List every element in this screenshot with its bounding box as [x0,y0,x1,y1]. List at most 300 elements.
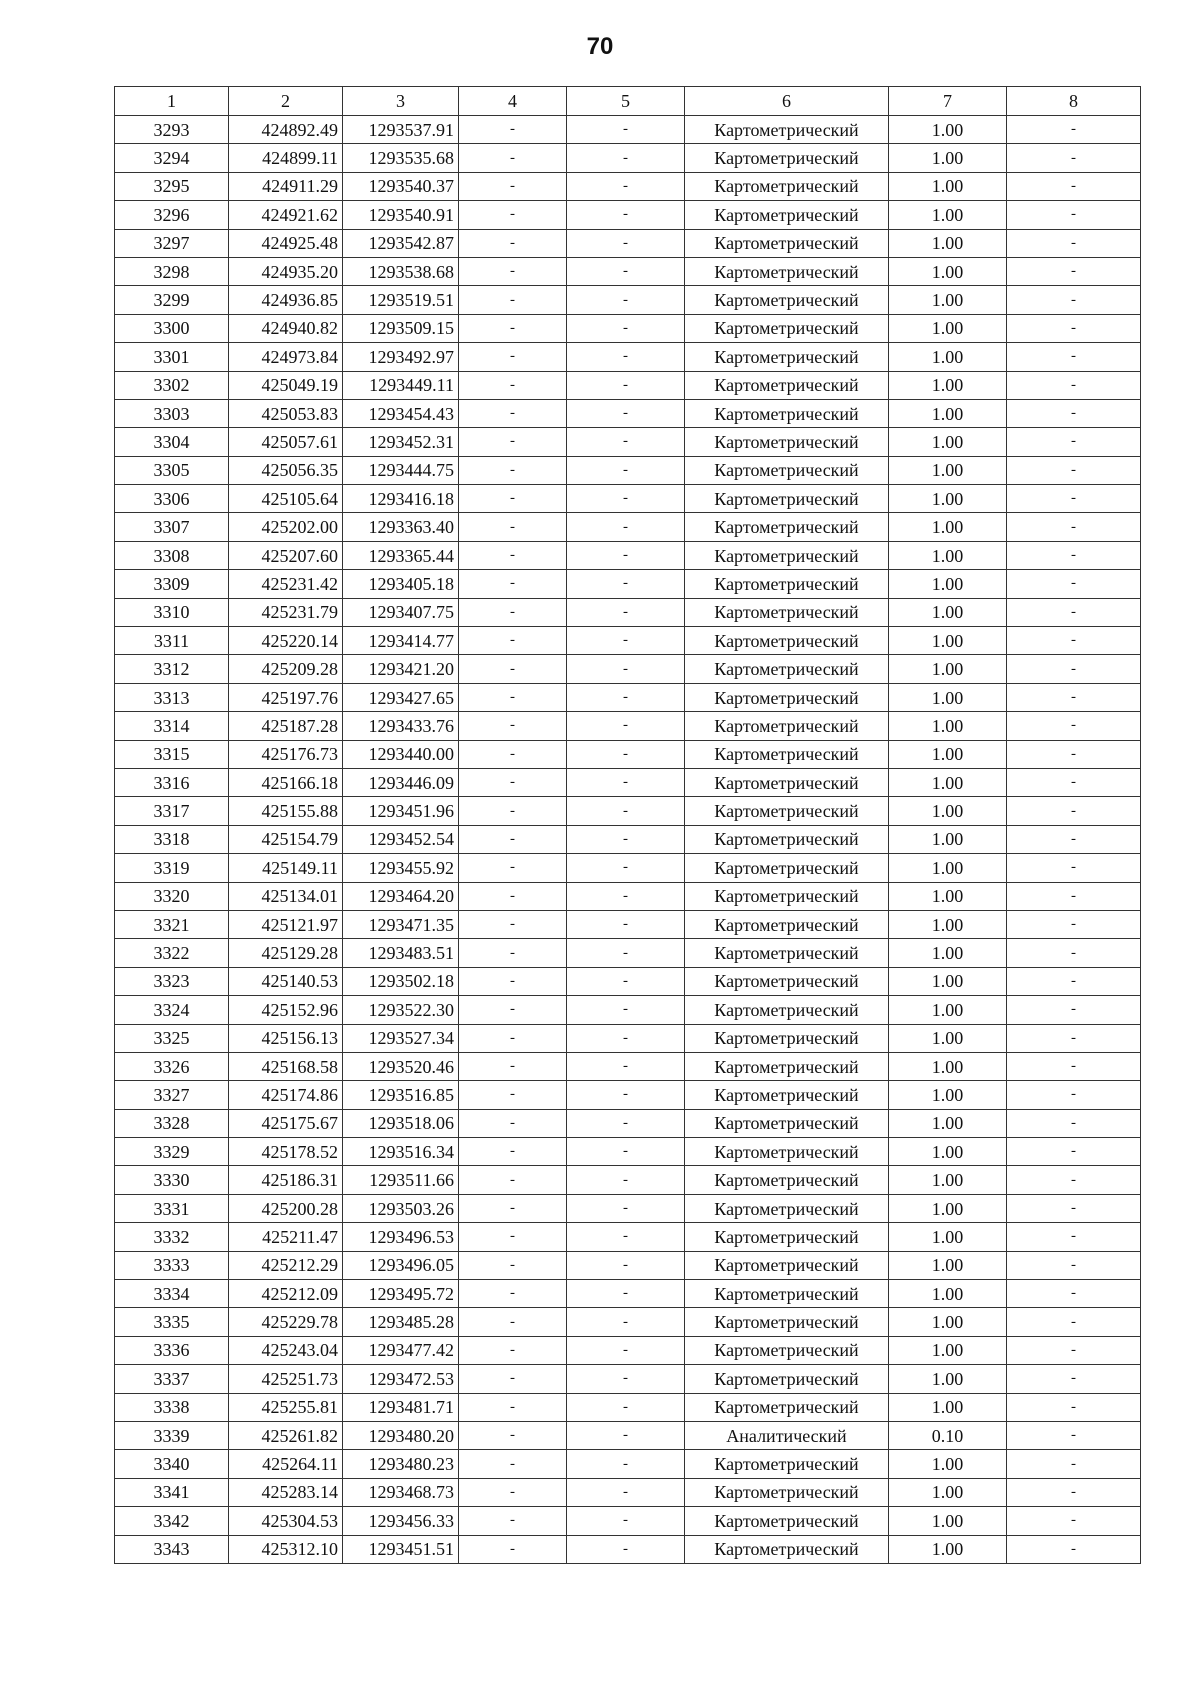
point-number-cell: 3293 [115,116,229,144]
method-cell: Картометрический [685,825,889,853]
x-coordinate-cell: 425140.53 [229,967,343,995]
x-coordinate-cell: 425187.28 [229,712,343,740]
method-cell: Картометрический [685,428,889,456]
precision-cell: 1.00 [889,627,1007,655]
point-number-cell: 3334 [115,1280,229,1308]
point-number-cell: 3329 [115,1138,229,1166]
point-number-cell: 3338 [115,1393,229,1421]
point-number-cell: 3318 [115,825,229,853]
col8-cell: - [1007,683,1141,711]
col4-cell: - [459,1280,567,1308]
precision-cell: 1.00 [889,1109,1007,1137]
col4-cell: - [459,1166,567,1194]
col4-cell: - [459,513,567,541]
precision-cell: 1.00 [889,1052,1007,1080]
col8-cell: - [1007,1421,1141,1449]
table-row [115,1166,1141,1194]
precision-cell: 1.00 [889,967,1007,995]
x-coordinate-cell: 425166.18 [229,768,343,796]
precision-cell: 1.00 [889,1365,1007,1393]
col4-cell: - [459,1024,567,1052]
header-col-x: 2 [229,87,343,116]
point-number-cell: 3314 [115,712,229,740]
y-coordinate-cell: 1293492.97 [343,343,459,371]
x-coordinate-cell: 425229.78 [229,1308,343,1336]
x-coordinate-cell: 425197.76 [229,683,343,711]
precision-cell: 1.00 [889,598,1007,626]
x-coordinate-cell: 425207.60 [229,541,343,569]
x-coordinate-cell: 425264.11 [229,1450,343,1478]
col4-cell: - [459,854,567,882]
table-row [115,1138,1141,1166]
point-number-cell: 3340 [115,1450,229,1478]
method-cell: Картометрический [685,655,889,683]
table-row [115,683,1141,711]
point-number-cell: 3327 [115,1081,229,1109]
precision-cell: 1.00 [889,144,1007,172]
col5-cell: - [567,541,685,569]
col4-cell: - [459,1535,567,1563]
x-coordinate-cell: 425212.09 [229,1280,343,1308]
table-row [115,939,1141,967]
y-coordinate-cell: 1293481.71 [343,1393,459,1421]
x-coordinate-cell: 425186.31 [229,1166,343,1194]
col5-cell: - [567,116,685,144]
method-cell: Картометрический [685,1336,889,1364]
col5-cell: - [567,996,685,1024]
precision-cell: 1.00 [889,797,1007,825]
method-cell: Аналитический [685,1421,889,1449]
y-coordinate-cell: 1293451.51 [343,1535,459,1563]
point-number-cell: 3316 [115,768,229,796]
method-cell: Картометрический [685,456,889,484]
x-coordinate-cell: 425154.79 [229,825,343,853]
table-row [115,144,1141,172]
precision-cell: 1.00 [889,485,1007,513]
x-coordinate-cell: 425255.81 [229,1393,343,1421]
col8-cell: - [1007,740,1141,768]
col8-cell: - [1007,513,1141,541]
col4-cell: - [459,229,567,257]
method-cell: Картометрический [685,683,889,711]
y-coordinate-cell: 1293440.00 [343,740,459,768]
y-coordinate-cell: 1293456.33 [343,1507,459,1535]
col4-cell: - [459,1393,567,1421]
col4-cell: - [459,371,567,399]
col8-cell: - [1007,229,1141,257]
table-row [115,882,1141,910]
col4-cell: - [459,797,567,825]
method-cell: Картометрический [685,144,889,172]
col8-cell: - [1007,1081,1141,1109]
point-number-cell: 3312 [115,655,229,683]
col5-cell: - [567,485,685,513]
col4-cell: - [459,144,567,172]
col5-cell: - [567,1109,685,1137]
col4-cell: - [459,1223,567,1251]
point-number-cell: 3308 [115,541,229,569]
col8-cell: - [1007,1223,1141,1251]
point-number-cell: 3339 [115,1421,229,1449]
table-row [115,257,1141,285]
col5-cell: - [567,1535,685,1563]
col8-cell: - [1007,967,1141,995]
table-body [115,87,1141,1564]
y-coordinate-cell: 1293518.06 [343,1109,459,1137]
table-row [115,627,1141,655]
table-row [115,1081,1141,1109]
x-coordinate-cell: 425121.97 [229,910,343,938]
col5-cell: - [567,399,685,427]
point-number-cell: 3332 [115,1223,229,1251]
col5-cell: - [567,1478,685,1506]
x-coordinate-cell: 425231.42 [229,570,343,598]
header-col-precision: 7 [889,87,1007,116]
col5-cell: - [567,570,685,598]
x-coordinate-cell: 425209.28 [229,655,343,683]
y-coordinate-cell: 1293509.15 [343,314,459,342]
col4-cell: - [459,314,567,342]
method-cell: Картометрический [685,1535,889,1563]
method-cell: Картометрический [685,1478,889,1506]
x-coordinate-cell: 425283.14 [229,1478,343,1506]
col4-cell: - [459,1081,567,1109]
col8-cell: - [1007,854,1141,882]
col8-cell: - [1007,598,1141,626]
precision-cell: 1.00 [889,740,1007,768]
col4-cell: - [459,1052,567,1080]
table-row [115,996,1141,1024]
x-coordinate-cell: 425105.64 [229,485,343,513]
precision-cell: 1.00 [889,825,1007,853]
col4-cell: - [459,825,567,853]
table-row [115,541,1141,569]
table-row [115,1365,1141,1393]
col5-cell: - [567,1280,685,1308]
table-row [115,967,1141,995]
method-cell: Картометрический [685,1251,889,1279]
y-coordinate-cell: 1293477.42 [343,1336,459,1364]
point-number-cell: 3310 [115,598,229,626]
col8-cell: - [1007,1166,1141,1194]
point-number-cell: 3304 [115,428,229,456]
col5-cell: - [567,1421,685,1449]
col8-cell: - [1007,541,1141,569]
method-cell: Картометрический [685,371,889,399]
col8-cell: - [1007,286,1141,314]
y-coordinate-cell: 1293495.72 [343,1280,459,1308]
col5-cell: - [567,172,685,200]
point-number-cell: 3333 [115,1251,229,1279]
y-coordinate-cell: 1293407.75 [343,598,459,626]
table-row [115,201,1141,229]
col8-cell: - [1007,116,1141,144]
col4-cell: - [459,541,567,569]
method-cell: Картометрический [685,939,889,967]
method-cell: Картометрический [685,485,889,513]
method-cell: Картометрический [685,1507,889,1535]
col5-cell: - [567,1393,685,1421]
table-row [115,1251,1141,1279]
y-coordinate-cell: 1293516.85 [343,1081,459,1109]
col4-cell: - [459,116,567,144]
precision-cell: 1.00 [889,1535,1007,1563]
precision-cell: 1.00 [889,1081,1007,1109]
y-coordinate-cell: 1293496.53 [343,1223,459,1251]
x-coordinate-cell: 425056.35 [229,456,343,484]
table-row [115,229,1141,257]
col5-cell: - [567,1194,685,1222]
method-cell: Картометрический [685,996,889,1024]
table-row [115,1393,1141,1421]
col5-cell: - [567,939,685,967]
col4-cell: - [459,286,567,314]
col5-cell: - [567,1138,685,1166]
col8-cell: - [1007,712,1141,740]
col4-cell: - [459,967,567,995]
point-number-cell: 3303 [115,399,229,427]
col5-cell: - [567,314,685,342]
precision-cell: 1.00 [889,570,1007,598]
col4-cell: - [459,1194,567,1222]
point-number-cell: 3336 [115,1336,229,1364]
table-row [115,740,1141,768]
method-cell: Картометрический [685,1109,889,1137]
precision-cell: 1.00 [889,1393,1007,1421]
x-coordinate-cell: 425174.86 [229,1081,343,1109]
y-coordinate-cell: 1293454.43 [343,399,459,427]
method-cell: Картометрический [685,570,889,598]
table-row [115,1478,1141,1506]
col4-cell: - [459,1109,567,1137]
x-coordinate-cell: 425312.10 [229,1535,343,1563]
col5-cell: - [567,910,685,938]
col4-cell: - [459,627,567,655]
col8-cell: - [1007,428,1141,456]
precision-cell: 1.00 [889,1223,1007,1251]
col8-cell: - [1007,1478,1141,1506]
method-cell: Картометрический [685,257,889,285]
col4-cell: - [459,1308,567,1336]
x-coordinate-cell: 425057.61 [229,428,343,456]
x-coordinate-cell: 425134.01 [229,882,343,910]
table-row [115,570,1141,598]
col4-cell: - [459,683,567,711]
col4-cell: - [459,570,567,598]
point-number-cell: 3324 [115,996,229,1024]
y-coordinate-cell: 1293480.20 [343,1421,459,1449]
x-coordinate-cell: 425220.14 [229,627,343,655]
col4-cell: - [459,996,567,1024]
y-coordinate-cell: 1293511.66 [343,1166,459,1194]
table-row [115,797,1141,825]
precision-cell: 1.00 [889,1024,1007,1052]
col4-cell: - [459,399,567,427]
method-cell: Картометрический [685,712,889,740]
precision-cell: 1.00 [889,1478,1007,1506]
col4-cell: - [459,1478,567,1506]
col4-cell: - [459,598,567,626]
precision-cell: 1.00 [889,399,1007,427]
x-coordinate-cell: 425251.73 [229,1365,343,1393]
col5-cell: - [567,1336,685,1364]
col5-cell: - [567,1024,685,1052]
x-coordinate-cell: 425176.73 [229,740,343,768]
x-coordinate-cell: 425168.58 [229,1052,343,1080]
point-number-cell: 3320 [115,882,229,910]
precision-cell: 1.00 [889,1251,1007,1279]
x-coordinate-cell: 425211.47 [229,1223,343,1251]
precision-cell: 1.00 [889,229,1007,257]
table-row [115,343,1141,371]
point-number-cell: 3301 [115,343,229,371]
y-coordinate-cell: 1293449.11 [343,371,459,399]
method-cell: Картометрический [685,797,889,825]
col8-cell: - [1007,1507,1141,1535]
table-row [115,371,1141,399]
col5-cell: - [567,768,685,796]
col4-cell: - [459,939,567,967]
method-cell: Картометрический [685,1365,889,1393]
point-number-cell: 3313 [115,683,229,711]
y-coordinate-cell: 1293542.87 [343,229,459,257]
table-row [115,1421,1141,1449]
precision-cell: 1.00 [889,882,1007,910]
precision-cell: 1.00 [889,1507,1007,1535]
col4-cell: - [459,1336,567,1364]
col5-cell: - [567,598,685,626]
col8-cell: - [1007,996,1141,1024]
y-coordinate-cell: 1293471.35 [343,910,459,938]
col4-cell: - [459,485,567,513]
col5-cell: - [567,854,685,882]
method-cell: Картометрический [685,768,889,796]
col5-cell: - [567,1450,685,1478]
y-coordinate-cell: 1293483.51 [343,939,459,967]
precision-cell: 1.00 [889,1138,1007,1166]
header-col-4: 4 [459,87,567,116]
col5-cell: - [567,257,685,285]
method-cell: Картометрический [685,1280,889,1308]
method-cell: Картометрический [685,882,889,910]
precision-cell: 1.00 [889,172,1007,200]
y-coordinate-cell: 1293464.20 [343,882,459,910]
table-row [115,712,1141,740]
precision-cell: 1.00 [889,910,1007,938]
point-number-cell: 3305 [115,456,229,484]
col5-cell: - [567,144,685,172]
point-number-cell: 3325 [115,1024,229,1052]
method-cell: Картометрический [685,598,889,626]
header-col-point-number: 1 [115,87,229,116]
table-row [115,513,1141,541]
point-number-cell: 3323 [115,967,229,995]
col5-cell: - [567,371,685,399]
method-cell: Картометрический [685,740,889,768]
y-coordinate-cell: 1293502.18 [343,967,459,995]
x-coordinate-cell: 425202.00 [229,513,343,541]
col8-cell: - [1007,1194,1141,1222]
x-coordinate-cell: 425261.82 [229,1421,343,1449]
col4-cell: - [459,712,567,740]
x-coordinate-cell: 425152.96 [229,996,343,1024]
col8-cell: - [1007,1280,1141,1308]
y-coordinate-cell: 1293405.18 [343,570,459,598]
table-row [115,1336,1141,1364]
method-cell: Картометрический [685,627,889,655]
precision-cell: 1.00 [889,854,1007,882]
col4-cell: - [459,456,567,484]
table-row [115,1308,1141,1336]
table-row [115,768,1141,796]
col5-cell: - [567,456,685,484]
col8-cell: - [1007,882,1141,910]
point-number-cell: 3299 [115,286,229,314]
col8-cell: - [1007,1138,1141,1166]
col5-cell: - [567,683,685,711]
method-cell: Картометрический [685,116,889,144]
col8-cell: - [1007,485,1141,513]
col5-cell: - [567,1507,685,1535]
method-cell: Картометрический [685,1450,889,1478]
precision-cell: 1.00 [889,314,1007,342]
point-number-cell: 3319 [115,854,229,882]
col5-cell: - [567,1251,685,1279]
point-number-cell: 3337 [115,1365,229,1393]
precision-cell: 1.00 [889,343,1007,371]
col8-cell: - [1007,172,1141,200]
col4-cell: - [459,655,567,683]
col5-cell: - [567,513,685,541]
y-coordinate-cell: 1293365.44 [343,541,459,569]
y-coordinate-cell: 1293452.54 [343,825,459,853]
x-coordinate-cell: 425053.83 [229,399,343,427]
table-row [115,314,1141,342]
col8-cell: - [1007,1308,1141,1336]
col5-cell: - [567,1166,685,1194]
method-cell: Картометрический [685,541,889,569]
method-cell: Картометрический [685,1081,889,1109]
x-coordinate-cell: 424973.84 [229,343,343,371]
col5-cell: - [567,627,685,655]
header-col-method: 6 [685,87,889,116]
col4-cell: - [459,882,567,910]
col4-cell: - [459,1507,567,1535]
col5-cell: - [567,740,685,768]
col5-cell: - [567,1365,685,1393]
precision-cell: 1.00 [889,286,1007,314]
col8-cell: - [1007,1336,1141,1364]
col8-cell: - [1007,257,1141,285]
point-number-cell: 3321 [115,910,229,938]
col5-cell: - [567,712,685,740]
x-coordinate-cell: 425200.28 [229,1194,343,1222]
precision-cell: 1.00 [889,456,1007,484]
col5-cell: - [567,1308,685,1336]
col8-cell: - [1007,1109,1141,1137]
method-cell: Картометрический [685,854,889,882]
col8-cell: - [1007,797,1141,825]
method-cell: Картометрический [685,172,889,200]
y-coordinate-cell: 1293455.92 [343,854,459,882]
method-cell: Картометрический [685,1138,889,1166]
y-coordinate-cell: 1293363.40 [343,513,459,541]
precision-cell: 1.00 [889,996,1007,1024]
point-number-cell: 3300 [115,314,229,342]
x-coordinate-cell: 425049.19 [229,371,343,399]
x-coordinate-cell: 425304.53 [229,1507,343,1535]
point-number-cell: 3296 [115,201,229,229]
